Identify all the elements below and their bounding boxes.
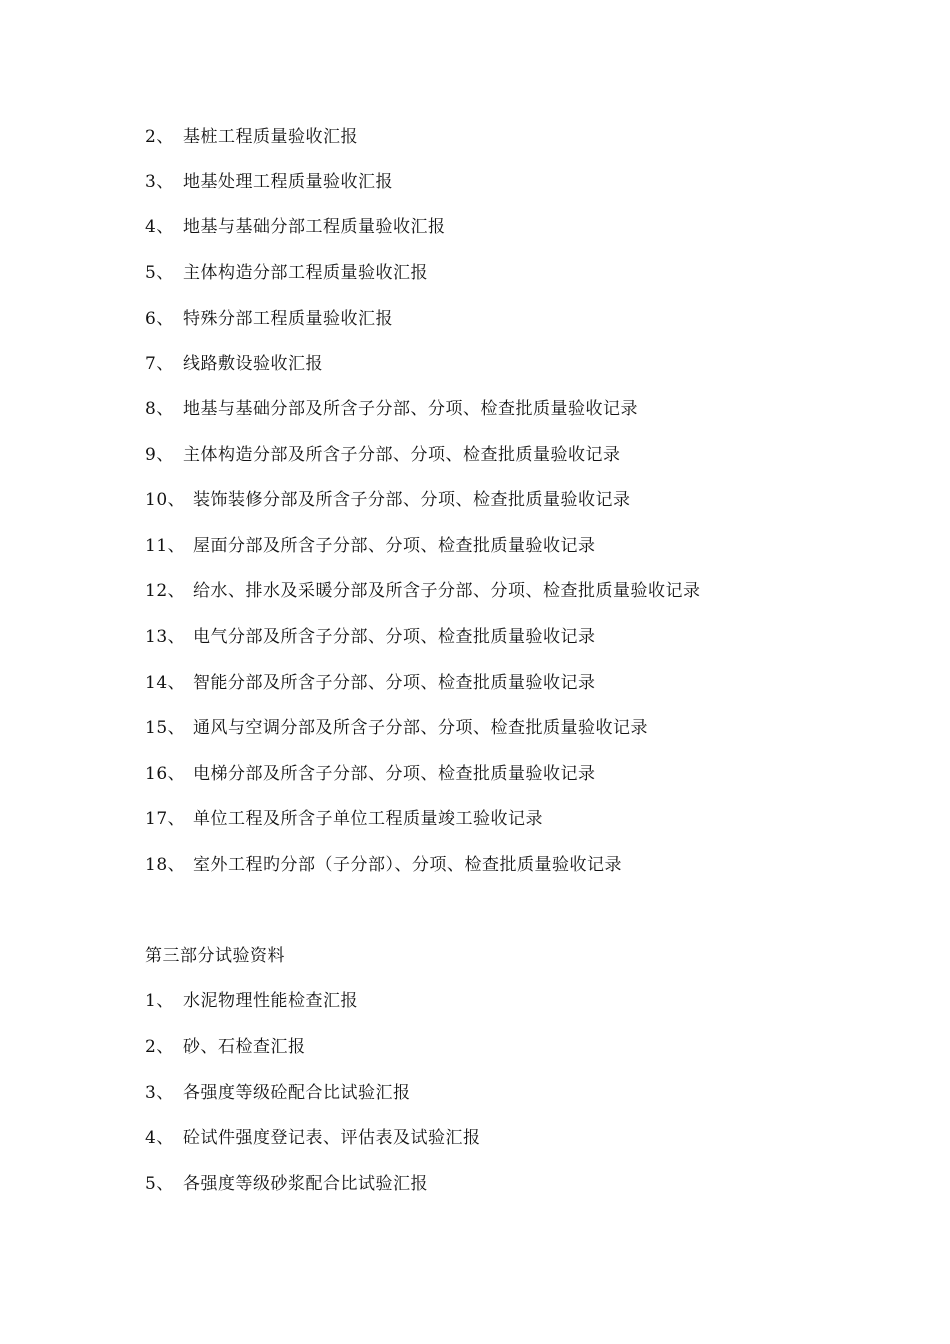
item-text: 各强度等级砼配合比试验汇报 bbox=[183, 1083, 411, 1103]
list-item bbox=[145, 578, 701, 604]
item-number: 3、 bbox=[145, 1083, 174, 1103]
item-text: 通风与空调分部及所含子分部、分项、检查批质量验收记录 bbox=[193, 718, 648, 738]
item-text: 各强度等级砂浆配合比试验汇报 bbox=[183, 1174, 428, 1194]
item-text: 单位工程及所含子单位工程质量竣工验收记录 bbox=[193, 809, 543, 829]
item-text: 主体构造分部及所含子分部、分项、检查批质量验收记录 bbox=[183, 445, 621, 465]
item-number: 13、 bbox=[145, 627, 186, 647]
section-heading: 第三部分试验资料 bbox=[145, 946, 285, 966]
item-text: 室外工程旳分部（子分部）、分项、检查批质量验收记录 bbox=[193, 855, 622, 875]
item-number: 15、 bbox=[145, 718, 186, 738]
list-item bbox=[145, 761, 596, 787]
list-item bbox=[145, 487, 631, 513]
list-item bbox=[145, 124, 358, 150]
item-number: 2、 bbox=[145, 127, 174, 147]
item-number: 1、 bbox=[145, 991, 174, 1011]
item-number: 18、 bbox=[145, 855, 186, 875]
item-text: 地基处理工程质量验收汇报 bbox=[183, 172, 393, 192]
list-item bbox=[145, 715, 648, 741]
list-item bbox=[145, 533, 596, 559]
item-text: 水泥物理性能检查汇报 bbox=[183, 991, 358, 1011]
item-text: 线路敷设验收汇报 bbox=[183, 354, 323, 374]
item-text: 砼试件强度登记表、评估表及试验汇报 bbox=[183, 1128, 481, 1148]
item-number: 8、 bbox=[145, 399, 174, 419]
item-number: 2、 bbox=[145, 1037, 174, 1057]
item-number: 5、 bbox=[145, 263, 174, 283]
item-text: 砂、石检查汇报 bbox=[183, 1037, 306, 1057]
list-item bbox=[145, 1171, 428, 1197]
list-item bbox=[145, 806, 543, 832]
item-number: 5、 bbox=[145, 1174, 174, 1194]
item-number: 16、 bbox=[145, 764, 186, 784]
item-text: 装饰装修分部及所含子分部、分项、检查批质量验收记录 bbox=[193, 490, 631, 510]
item-text: 地基与基础分部及所含子分部、分项、检查批质量验收记录 bbox=[183, 399, 638, 419]
item-number: 12、 bbox=[145, 581, 186, 601]
item-text: 给水、排水及采暖分部及所含子分部、分项、检查批质量验收记录 bbox=[193, 581, 701, 601]
list-item bbox=[145, 1080, 411, 1106]
list-item bbox=[145, 169, 393, 195]
item-number: 9、 bbox=[145, 445, 174, 465]
item-number: 3、 bbox=[145, 172, 174, 192]
item-number: 10、 bbox=[145, 490, 186, 510]
item-text: 地基与基础分部工程质量验收汇报 bbox=[183, 217, 446, 237]
item-number: 7、 bbox=[145, 354, 174, 374]
list-item bbox=[145, 852, 622, 878]
list-item bbox=[145, 1125, 481, 1151]
list-item bbox=[145, 306, 393, 332]
item-number: 14、 bbox=[145, 673, 186, 693]
item-text: 屋面分部及所含子分部、分项、检查批质量验收记录 bbox=[193, 536, 596, 556]
item-text: 基桩工程质量验收汇报 bbox=[183, 127, 358, 147]
list-item bbox=[145, 670, 596, 696]
list-item bbox=[145, 1034, 306, 1060]
item-text: 智能分部及所含子分部、分项、检查批质量验收记录 bbox=[193, 673, 596, 693]
list-item bbox=[145, 396, 638, 422]
list-item bbox=[145, 988, 358, 1014]
item-number: 17、 bbox=[145, 809, 186, 829]
item-text: 电气分部及所含子分部、分项、检查批质量验收记录 bbox=[193, 627, 596, 647]
list-item bbox=[145, 351, 323, 377]
item-text: 特殊分部工程质量验收汇报 bbox=[183, 309, 393, 329]
item-number: 4、 bbox=[145, 217, 174, 237]
list-item bbox=[145, 442, 621, 468]
list-item bbox=[145, 214, 446, 240]
item-text: 电梯分部及所含子分部、分项、检查批质量验收记录 bbox=[193, 764, 596, 784]
item-number: 4、 bbox=[145, 1128, 174, 1148]
list-item bbox=[145, 624, 596, 650]
item-number: 11、 bbox=[145, 536, 186, 556]
list-item bbox=[145, 260, 428, 286]
item-text: 主体构造分部工程质量验收汇报 bbox=[183, 263, 428, 283]
item-number: 6、 bbox=[145, 309, 174, 329]
